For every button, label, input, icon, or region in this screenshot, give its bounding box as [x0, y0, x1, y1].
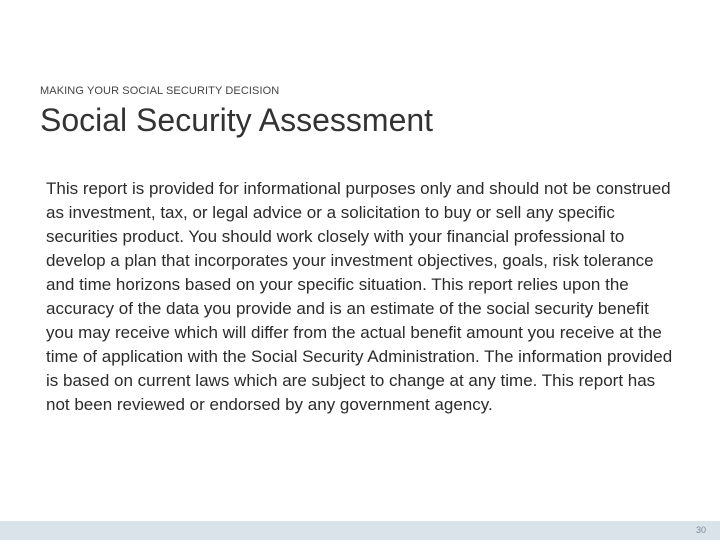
page-number: 30: [695, 525, 706, 535]
section-eyebrow: MAKING YOUR SOCIAL SECURITY DECISION: [40, 85, 280, 97]
footer-bar: [0, 521, 720, 540]
disclaimer-paragraph: This report is provided for informational purposes only and should not be construed as investment, tax, or legal advice or a solicitation to buy or sell any specific securities product. You should work closely with your financial professional to develop a plan that incorporates your investment objectives, goals, risk tolerance and time horizons based on your specific situation. This report relies upon the accuracy of the data you provide and is an estimate of the social security benefit you may receive which will differ from the actual benefit amount you receive at the time of application with the Social Security Administration. The information provided is based on current laws which are subject to change at any time. This report has not been reviewed or endorsed by any government agency.: [46, 179, 673, 414]
page-title: Social Security Assessment: [40, 102, 434, 138]
slide-top-space: [0, 0, 720, 80]
